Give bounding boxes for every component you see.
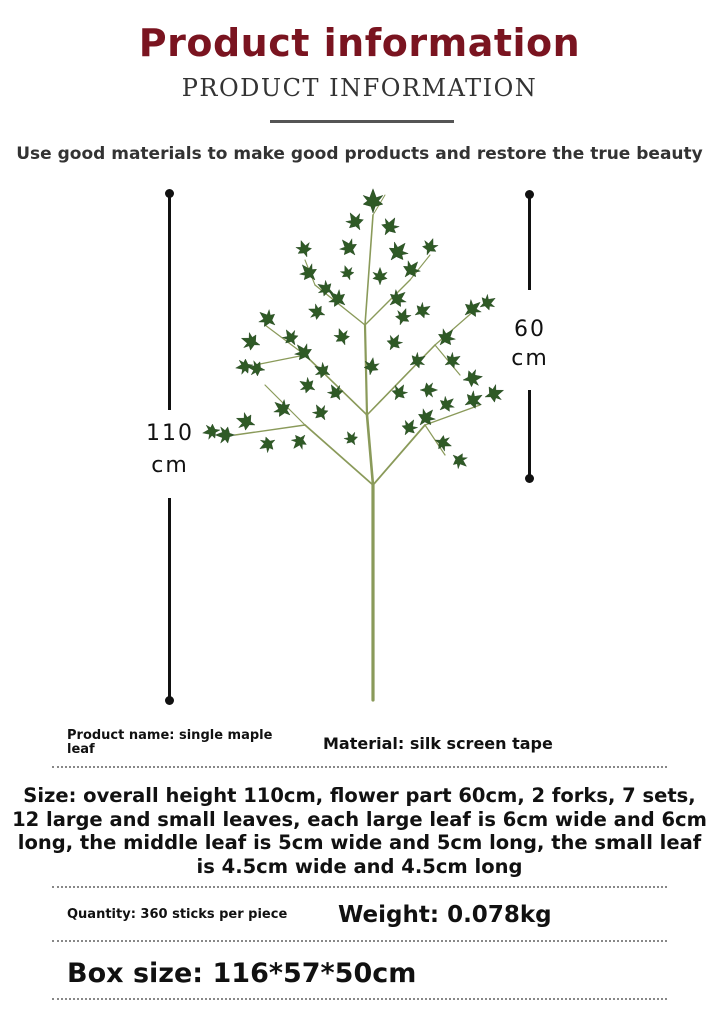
- flower-line-top: [528, 195, 531, 290]
- divider-4: [52, 998, 667, 1000]
- height-bottom-dot: [165, 696, 174, 705]
- flower-line-bottom: [528, 390, 531, 476]
- height-line-top: [168, 194, 171, 410]
- weight: Weight: 0.078kg: [338, 902, 552, 928]
- flower-value: 60: [514, 317, 546, 342]
- size-description: Size: overall height 110cm, flower part 60cm, 2 forks, 7 sets, 12 large and small leaves, each large leaf is 6cm wide and 6cm long, the middle leaf is 5cm wide and 5cm long, the small leaf is 4.5cm wide and 4.5cm long: [12, 784, 707, 878]
- divider-3: [52, 940, 667, 942]
- height-line-bottom: [168, 498, 171, 698]
- flower-unit: cm: [511, 346, 549, 371]
- page-subtitle: PRODUCT INFORMATION: [181, 74, 538, 102]
- divider-1: [52, 766, 667, 768]
- maple-branch-image: [195, 185, 515, 710]
- material: Material: silk screen tape: [323, 734, 553, 753]
- height-unit: cm: [151, 453, 189, 478]
- product-name: Product name: single maple leaf: [67, 728, 273, 757]
- tagline: Use good materials to make good products and restore the true beauty: [16, 144, 703, 164]
- height-value: 110: [146, 421, 194, 446]
- divider-2: [52, 886, 667, 888]
- page-title: Product information: [138, 21, 581, 65]
- title-divider: [270, 120, 454, 123]
- flower-bottom-dot: [525, 474, 534, 483]
- quantity: Quantity: 360 sticks per piece: [67, 907, 288, 922]
- box-size: Box size: 116*57*50cm: [67, 958, 417, 989]
